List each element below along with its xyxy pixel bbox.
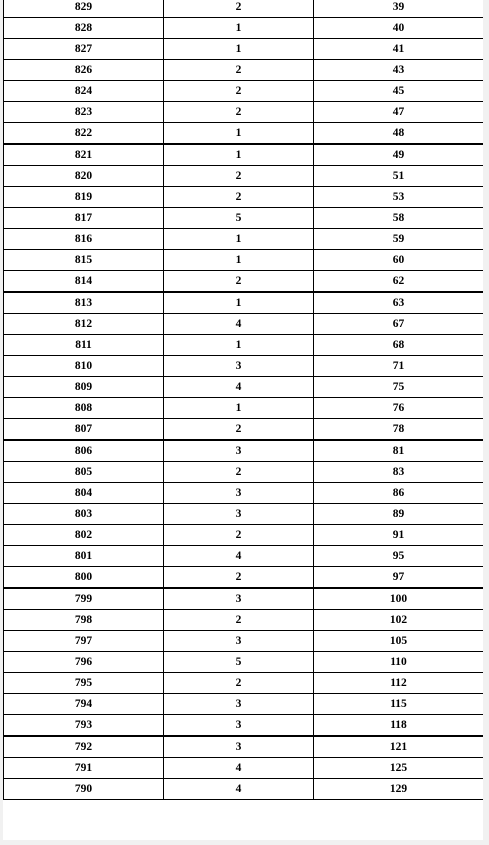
- score-cell: 801: [4, 546, 164, 567]
- count-cell: 3: [164, 504, 314, 525]
- count-cell: 4: [164, 758, 314, 779]
- table-row: [4, 610, 484, 631]
- table-row: [4, 631, 484, 652]
- count-cell: 4: [164, 779, 314, 800]
- score-cell: 804: [4, 483, 164, 504]
- score-cell: 824: [4, 81, 164, 102]
- cumulative-cell: 100: [314, 588, 484, 610]
- cumulative-cell: 48: [314, 123, 484, 145]
- count-cell: 3: [164, 694, 314, 715]
- cumulative-cell: 105: [314, 631, 484, 652]
- cumulative-cell: 71: [314, 356, 484, 377]
- score-cell: 795: [4, 673, 164, 694]
- table-row: [4, 271, 484, 293]
- count-cell: 1: [164, 398, 314, 419]
- table-row: [4, 81, 484, 102]
- score-table: [3, 0, 483, 800]
- score-cell: 829: [4, 0, 164, 18]
- table-row: [4, 673, 484, 694]
- score-cell: 790: [4, 779, 164, 800]
- score-cell: 811: [4, 335, 164, 356]
- count-cell: 4: [164, 377, 314, 398]
- count-cell: 2: [164, 271, 314, 293]
- score-cell: 826: [4, 60, 164, 81]
- score-cell: 812: [4, 314, 164, 335]
- table-row: [4, 250, 484, 271]
- cumulative-cell: 78: [314, 419, 484, 441]
- count-cell: 1: [164, 144, 314, 166]
- cumulative-cell: 40: [314, 18, 484, 39]
- cumulative-cell: 83: [314, 462, 484, 483]
- count-cell: 4: [164, 314, 314, 335]
- score-cell: 807: [4, 419, 164, 441]
- score-cell: 821: [4, 144, 164, 166]
- score-cell: 815: [4, 250, 164, 271]
- score-cell: 809: [4, 377, 164, 398]
- cumulative-cell: 58: [314, 208, 484, 229]
- count-cell: 1: [164, 39, 314, 60]
- table-row: [4, 123, 484, 145]
- count-cell: 2: [164, 673, 314, 694]
- table-row: [4, 0, 484, 18]
- score-cell: 806: [4, 440, 164, 462]
- score-cell: 808: [4, 398, 164, 419]
- cumulative-cell: 75: [314, 377, 484, 398]
- cumulative-cell: 43: [314, 60, 484, 81]
- table-row: [4, 335, 484, 356]
- score-cell: 805: [4, 462, 164, 483]
- count-cell: 3: [164, 483, 314, 504]
- score-cell: 796: [4, 652, 164, 673]
- cumulative-cell: 118: [314, 715, 484, 737]
- cumulative-cell: 59: [314, 229, 484, 250]
- table-body: [4, 0, 484, 800]
- table-row: [4, 102, 484, 123]
- table-row: [4, 758, 484, 779]
- count-cell: 3: [164, 440, 314, 462]
- score-cell: 819: [4, 187, 164, 208]
- count-cell: 2: [164, 525, 314, 546]
- table-row: [4, 504, 484, 525]
- table-row: [4, 483, 484, 504]
- cumulative-cell: 115: [314, 694, 484, 715]
- score-cell: 827: [4, 39, 164, 60]
- count-cell: 2: [164, 60, 314, 81]
- cumulative-cell: 63: [314, 292, 484, 314]
- table-row: [4, 208, 484, 229]
- cumulative-cell: 60: [314, 250, 484, 271]
- table-row: [4, 60, 484, 81]
- cumulative-cell: 68: [314, 335, 484, 356]
- count-cell: 3: [164, 356, 314, 377]
- cumulative-cell: 67: [314, 314, 484, 335]
- cumulative-cell: 41: [314, 39, 484, 60]
- table-row: [4, 588, 484, 610]
- cumulative-cell: 51: [314, 166, 484, 187]
- count-cell: 1: [164, 123, 314, 145]
- cumulative-cell: 97: [314, 567, 484, 589]
- table-row: [4, 715, 484, 737]
- score-cell: 810: [4, 356, 164, 377]
- table-row: [4, 229, 484, 250]
- cumulative-cell: 121: [314, 736, 484, 758]
- table-row: [4, 567, 484, 589]
- table-row: [4, 187, 484, 208]
- score-cell: 799: [4, 588, 164, 610]
- table-row: [4, 779, 484, 800]
- document-page: [3, 0, 483, 840]
- table-row: [4, 39, 484, 60]
- count-cell: 2: [164, 187, 314, 208]
- table-row: [4, 144, 484, 166]
- count-cell: 2: [164, 567, 314, 589]
- score-cell: 823: [4, 102, 164, 123]
- cumulative-cell: 62: [314, 271, 484, 293]
- table-row: [4, 314, 484, 335]
- cumulative-cell: 53: [314, 187, 484, 208]
- score-cell: 791: [4, 758, 164, 779]
- count-cell: 2: [164, 81, 314, 102]
- score-cell: 793: [4, 715, 164, 737]
- count-cell: 2: [164, 166, 314, 187]
- count-cell: 1: [164, 229, 314, 250]
- count-cell: 2: [164, 610, 314, 631]
- count-cell: 3: [164, 588, 314, 610]
- table-row: [4, 398, 484, 419]
- count-cell: 2: [164, 0, 314, 18]
- table-row: [4, 356, 484, 377]
- cumulative-cell: 110: [314, 652, 484, 673]
- score-cell: 828: [4, 18, 164, 39]
- table-row: [4, 546, 484, 567]
- cumulative-cell: 129: [314, 779, 484, 800]
- score-cell: 798: [4, 610, 164, 631]
- count-cell: 2: [164, 419, 314, 441]
- table-row: [4, 377, 484, 398]
- count-cell: 5: [164, 208, 314, 229]
- count-cell: 1: [164, 292, 314, 314]
- table-row: [4, 652, 484, 673]
- count-cell: 2: [164, 462, 314, 483]
- score-cell: 817: [4, 208, 164, 229]
- score-cell: 800: [4, 567, 164, 589]
- table-row: [4, 736, 484, 758]
- score-cell: 822: [4, 123, 164, 145]
- score-cell: 816: [4, 229, 164, 250]
- table-row: [4, 462, 484, 483]
- cumulative-cell: 49: [314, 144, 484, 166]
- count-cell: 3: [164, 715, 314, 737]
- count-cell: 1: [164, 18, 314, 39]
- table-row: [4, 419, 484, 441]
- score-cell: 797: [4, 631, 164, 652]
- count-cell: 4: [164, 546, 314, 567]
- cumulative-cell: 47: [314, 102, 484, 123]
- cumulative-cell: 102: [314, 610, 484, 631]
- table-row: [4, 166, 484, 187]
- cumulative-cell: 76: [314, 398, 484, 419]
- cumulative-cell: 86: [314, 483, 484, 504]
- score-cell: 814: [4, 271, 164, 293]
- score-cell: 820: [4, 166, 164, 187]
- cumulative-cell: 91: [314, 525, 484, 546]
- score-cell: 803: [4, 504, 164, 525]
- count-cell: 3: [164, 631, 314, 652]
- count-cell: 1: [164, 335, 314, 356]
- cumulative-cell: 81: [314, 440, 484, 462]
- score-cell: 802: [4, 525, 164, 546]
- table-row: [4, 18, 484, 39]
- table-row: [4, 525, 484, 546]
- table-row: [4, 292, 484, 314]
- count-cell: 1: [164, 250, 314, 271]
- table-row: [4, 440, 484, 462]
- score-cell: 792: [4, 736, 164, 758]
- count-cell: 5: [164, 652, 314, 673]
- table-row: [4, 694, 484, 715]
- count-cell: 3: [164, 736, 314, 758]
- score-cell: 794: [4, 694, 164, 715]
- cumulative-cell: 89: [314, 504, 484, 525]
- cumulative-cell: 39: [314, 0, 484, 18]
- cumulative-cell: 95: [314, 546, 484, 567]
- score-cell: 813: [4, 292, 164, 314]
- cumulative-cell: 45: [314, 81, 484, 102]
- cumulative-cell: 125: [314, 758, 484, 779]
- count-cell: 2: [164, 102, 314, 123]
- cumulative-cell: 112: [314, 673, 484, 694]
